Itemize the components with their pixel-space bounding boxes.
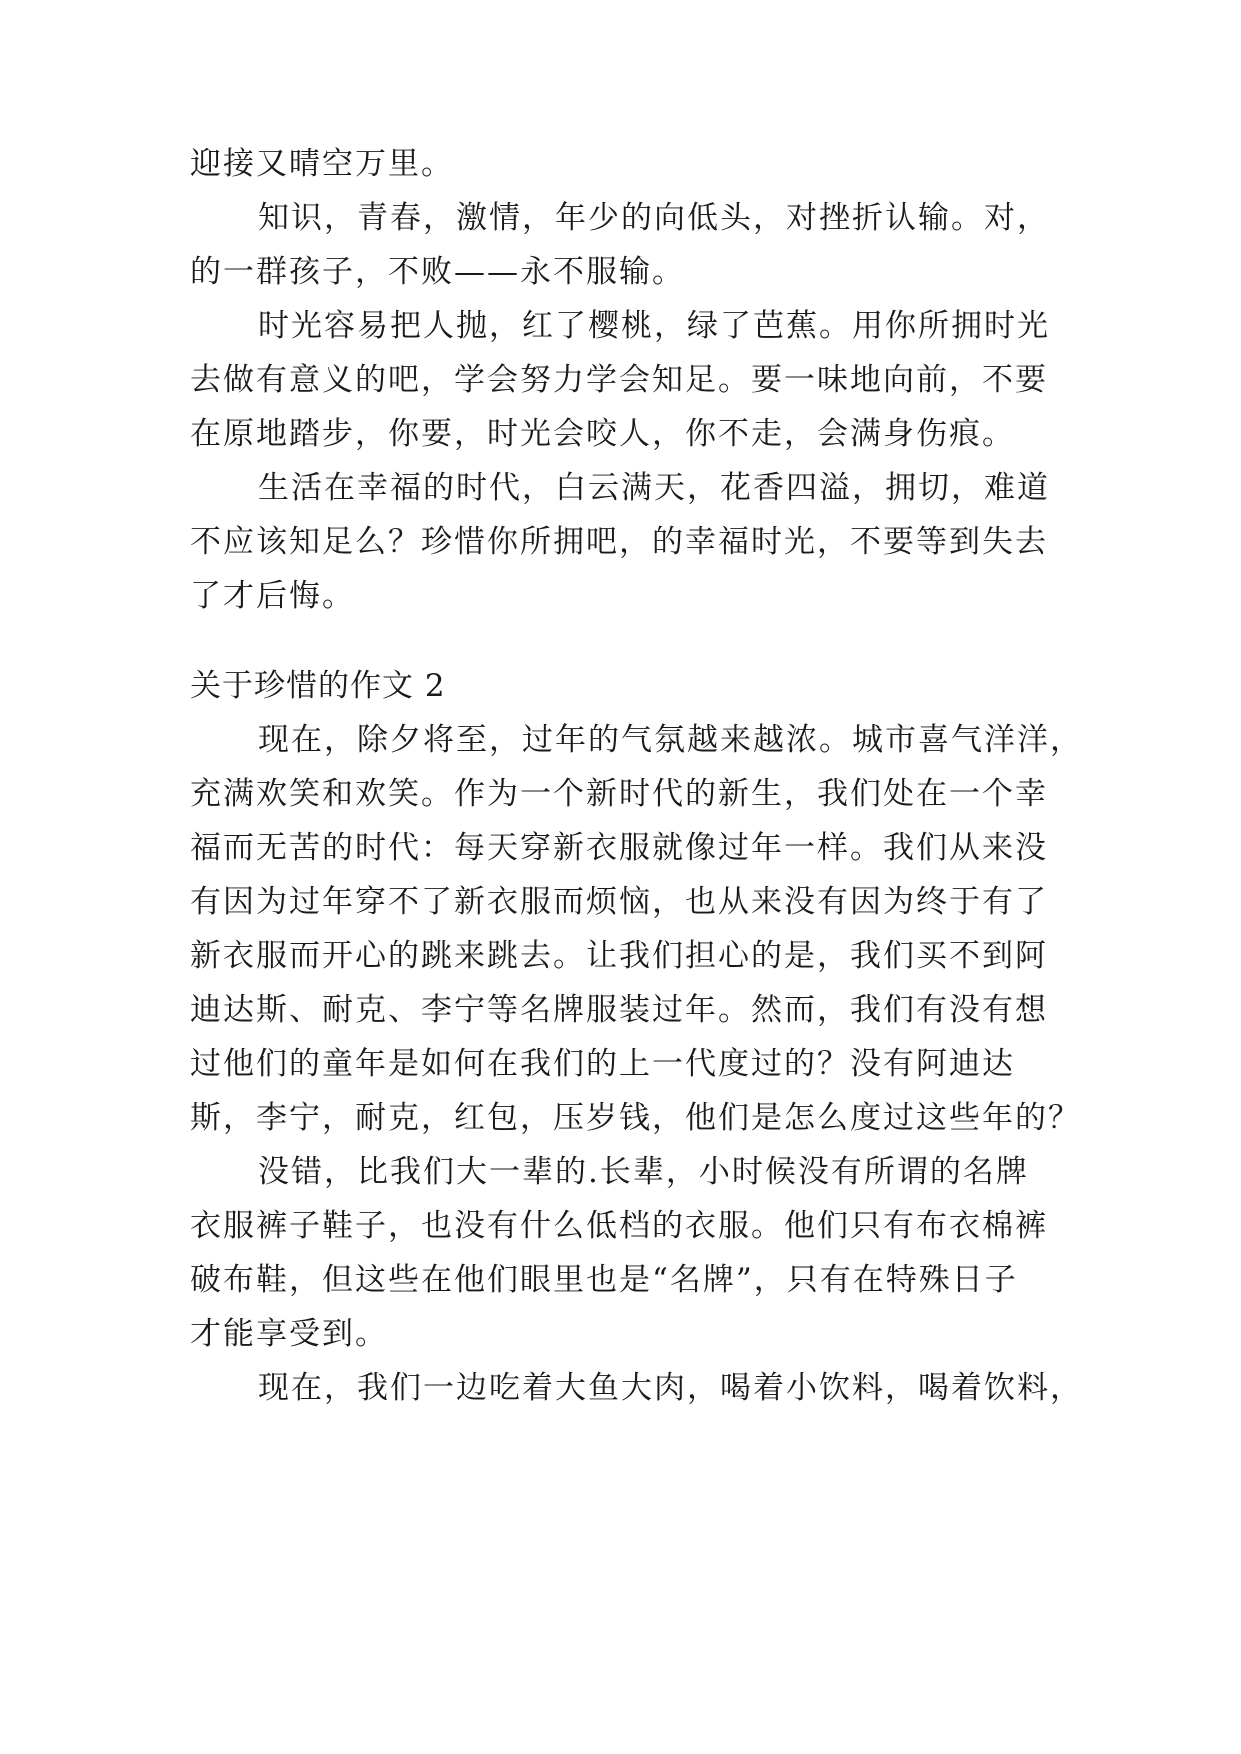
paragraph-line: 没错，比我们大一辈的.长辈，小时候没有所谓的名牌 (258, 1154, 1029, 1190)
paragraph-line: 斯，李宁，耐克，红包，压岁钱，他们是怎么度过这些年的？ (190, 1100, 1081, 1136)
paragraph-line: 生活在幸福的时代，白云满天，花香四溢，拥切，难道 (258, 470, 1050, 506)
paragraph-line: 现在，除夕将至，过年的气氛越来越浓。城市喜气洋洋， (258, 722, 1083, 758)
paragraph-line: 新衣服而开心的跳来跳去。让我们担心的是，我们买不到阿 (190, 938, 1048, 974)
paragraph-line: 充满欢笑和欢笑。作为一个新时代的新生，我们处在一个幸 (190, 776, 1048, 812)
paragraph-line: 过他们的童年是如何在我们的上一代度过的？没有阿迪达 (190, 1046, 1015, 1082)
paragraph-line: 知识，青春，激情，年少的向低头，对挫折认输。对， (258, 200, 1050, 236)
paragraph-line: 在原地踏步，你要，时光会咬人，你不走，会满身伤痕。 (190, 416, 1015, 452)
paragraph-line: 才能享受到。 (190, 1316, 388, 1352)
paragraph-line: 有因为过年穿不了新衣服而烦恼，也从来没有因为终于有了 (190, 884, 1048, 920)
paragraph-line: 迎接又晴空万里。 (190, 146, 454, 182)
paragraph-line: 现在，我们一边吃着大鱼大肉，喝着小饮料，喝着饮料， (258, 1370, 1083, 1406)
paragraph-line: 不应该知足么？珍惜你所拥吧，的幸福时光，不要等到失去 (190, 524, 1048, 560)
paragraph-line: 破布鞋，但这些在他们眼里也是“名牌”，只有在特殊日子 (190, 1262, 1018, 1298)
paragraph-line: 时光容易把人抛，红了樱桃，绿了芭蕉。用你所拥时光 (258, 308, 1050, 344)
section-heading: 关于珍惜的作文 2 (190, 668, 446, 704)
paragraph-line: 福而无苦的时代：每天穿新衣服就像过年一样。我们从来没 (190, 830, 1048, 866)
paragraph-line: 去做有意义的吧，学会努力学会知足。要一味地向前，不要 (190, 362, 1048, 398)
paragraph-line: 迪达斯、耐克、李宁等名牌服装过年。然而，我们有没有想 (190, 992, 1048, 1028)
paragraph-line: 了才后悔。 (190, 578, 355, 614)
paragraph-line: 衣服裤子鞋子，也没有什么低档的衣服。他们只有布衣棉裤 (190, 1208, 1048, 1244)
paragraph-line: 的一群孩子，不败——永不服输。 (190, 254, 685, 290)
